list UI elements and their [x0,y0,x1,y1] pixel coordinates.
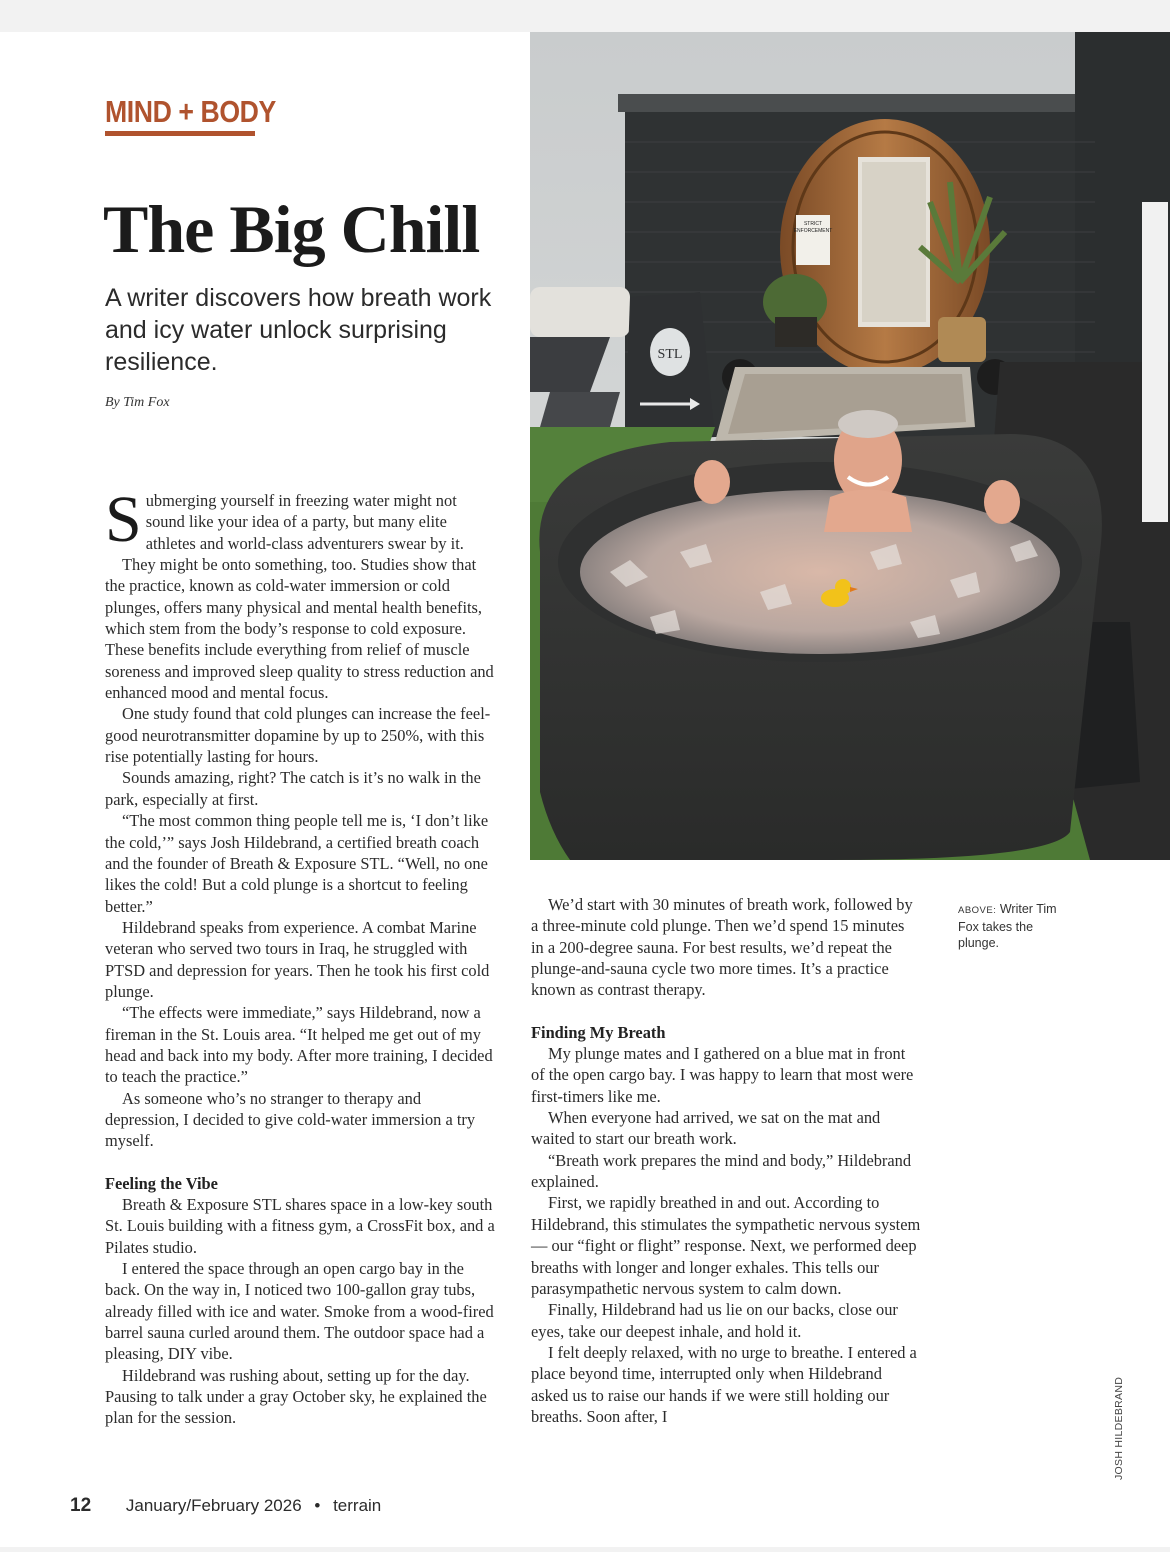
photo-caption [958,901,1058,951]
caption-kicker: ABOVE: [958,905,997,916]
article-dek: A writer discovers how breath work and icy water unlock surprising resilience. [105,284,492,376]
sandwich-board-logo: STL [657,347,683,362]
caption-text: Writer Tim Fox takes the plunge. [958,902,1057,950]
section-label: MIND + BODY [105,94,276,129]
paragraph: Hildebrand speaks from experience. A combat Marine veteran who served two tours in Iraq, he struggled with PTSD and depression for years. Then he took his first cold plunge. [105,917,490,1001]
subheading-finding-my-breath: Finding My Breath [531,1022,666,1042]
byline: By Tim Fox [105,395,170,410]
paragraph: Sounds amazing, right? The catch is it’s no walk in the park, especially at first. [105,768,481,809]
svg-text:ENFORCEMENT: ENFORCEMENT [793,228,833,234]
footer-separator: • [314,1496,321,1515]
paragraph: I felt deeply relaxed, with no urge to breathe. I entered a place beyond time, interrupted only when Hildebrand asked us to raise our hands if we were still holding our breaths. Soon after, I [531,1342,917,1426]
body-column-2 [531,894,921,1427]
subheading-feeling-the-vibe: Feeling the Vibe [105,1173,218,1193]
paragraph: One study found that cold plunges can increase the feel-good neurotransmitter dopamine by up to 250%, with this rise potentially lasting for hours. [105,704,491,767]
paragraph: “The most common thing people tell me is, ‘I don’t like the cold,’” says Josh Hildebrand, a certified breath coach and the founder of Breath & Exposure STL. “Well, no one likes the cold! But a cold plunge is a shortcut to feeling better.” [105,811,489,916]
body-column-1 [105,483,497,1429]
photo-credit: JOSH HILDEBRAND [1113,1376,1125,1480]
section-underline [105,131,255,136]
paragraph: “The effects were immediate,” says Hildebrand, now a fireman in the St. Louis area. “It helped me get out of my head and back into my body. After more training, I decided to teach the practice.” [105,1003,493,1087]
paragraph: Hildebrand was rushing about, setting up for the day. Pausing to talk under a gray October sky, he explained the plan for the session. [105,1365,487,1428]
page-footer [70,1495,381,1517]
paragraph: We’d start with 30 minutes of breath work, followed by a three-minute cold plunge. Then we’d spend 15 minutes in a 200-degree sauna. For best results, we’d repeat the plunge-and-sauna cycle two more times. It’s a practice known as contrast therapy. [531,895,913,1000]
issue-date: January/February 2026 [125,1496,302,1515]
sauna-sign: STRICT [803,221,823,227]
cold-plunge-photo [530,32,1170,860]
publication-name: terrain [333,1496,382,1515]
paragraph: Submerging yourself in freezing water might not sound like your idea of a party, but many elite athletes and world-class adventurers swear by it. [105,483,464,556]
paragraph: “Breath work prepares the mind and body,” Hildebrand explained. [531,1150,912,1192]
paragraph: I entered the space through an open cargo bay in the back. On the way in, I noticed two 100-gallon gray tubs, already filled with ice and water. Smoke from a wood-fired barrel sauna curled around them. The outdoor space had a pleasing, DIY vibe. [105,1259,494,1364]
magazine-page [0,32,1170,1547]
drop-cap: S [105,483,142,556]
article-title: The Big Chill [103,191,480,267]
paragraph: Finally, Hildebrand had us lie on our backs, close our eyes, take our deepest inhale, and hold it. [531,1300,898,1341]
paragraph: They might be onto something, too. Studies show that the practice, known as cold-water immersion or cold plunges, offers many physical and mental health benefits, which stem from the body’s response to cold exposure. These benefits include everything from relief of muscle soreness and improved sleep quality to stress reduction and enhanced mood and mental focus. [105,555,494,703]
paragraph: When everyone had arrived, we sat on the mat and waited to start our breath work. [531,1108,881,1149]
paragraph: Breath & Exposure STL shares space in a low-key south St. Louis building with a fitness gym, a CrossFit box, and a Pilates studio. [105,1195,495,1257]
paragraph: My plunge mates and I gathered on a blue mat in front of the open cargo bay. I was happy to learn that most were first-timers like me. [531,1044,914,1106]
paragraph: First, we rapidly breathed in and out. According to Hildebrand, this stimulates the sympathetic nervous system — our “fight or flight” response. Next, we performed deep breaths with longer and longer exhales. This tells our parasympathetic nervous system to calm down. [531,1193,921,1298]
paragraph: As someone who’s no stranger to therapy and depression, I decided to give cold-water immersion a try myself. [105,1088,476,1151]
page-number: 12 [70,1495,92,1516]
